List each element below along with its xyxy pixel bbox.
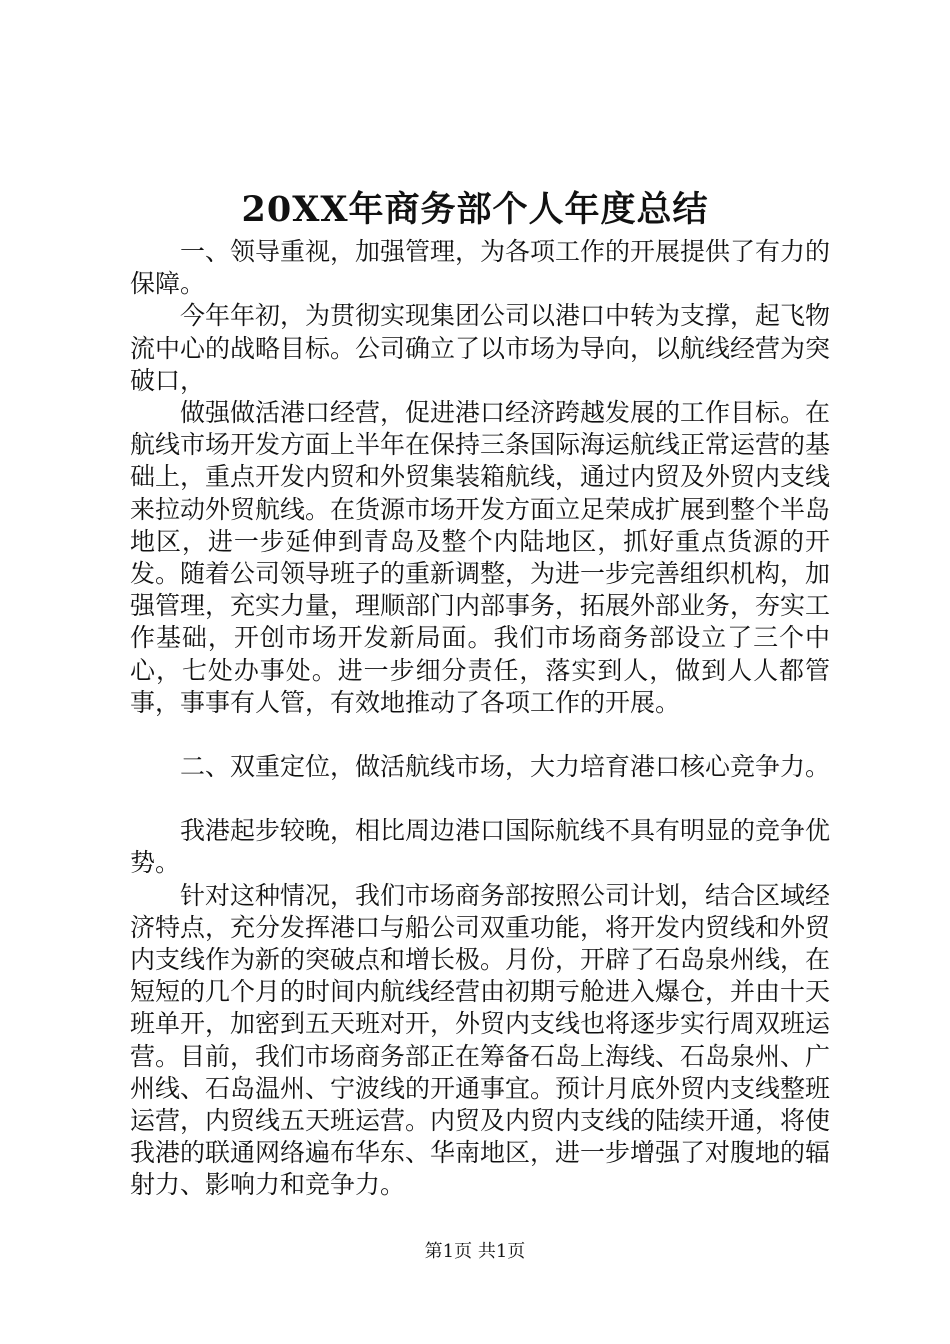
document-title: 20XX年商务部个人年度总结: [241, 189, 709, 230]
paragraph: 我港起步较晚，相比周边港口国际航线不具有明显的竞争优势。: [130, 816, 831, 878]
paragraph: 针对这种情况，我们市场商务部按照公司计划，结合区域经济特点，充分发挥港口与船公司双重功能，将开发内贸线和外贸内支线作为新的突破点和增长极。月份，开辟了石岛泉州线，在短短的几个月的时间内航线经营由初期亏舱进入爆仓，并由十天班单开，加密到五天班对开，外贸内支线也将逐步实行周双班运营。目前，我们市场商务部正在筹备石岛上海线、石岛泉州、广州线、石岛温州、宁波线的开通事宜。预计月底外贸内支线整班运营，内贸线五天班运营。内贸及内贸内支线的陆续开通，将使我港的联通网络遍布华东、华南地区，进一步增强了对腹地的辐射力、影响力和竞争力。: [130, 880, 831, 1200]
paragraph: 做强做活港口经营，促进港口经济跨越发展的工作目标。在航线市场开发方面上半年在保持三条国际海运航线正常运营的基础上，重点开发内贸和外贸集装箱航线，通过内贸及外贸内支线来拉动外贸航线。在货源市场开发方面立足荣成扩展到整个半岛地区，进一步延伸到青岛及整个内陆地区，抓好重点货源的开发。随着公司领导班子的重新调整，为进一步完善组织机构，加强管理，充实力量，理顺部门内部事务，拓展外部业务，夯实工作基础，开创市场开发新局面。我们市场商务部设立了三个中心，七处办事处。进一步细分责任，落实到人，做到人人都管事，事事有人管，有效地推动了各项工作的开展。: [130, 398, 831, 717]
paragraph-section-2-heading: 二、双重定位，做活航线市场，大力培育港口核心竞争力。: [180, 752, 831, 782]
document-body: [130, 236, 830, 1202]
page-footer: 第1页 共1页: [424, 1241, 526, 1262]
paragraph: 今年年初，为贯彻实现集团公司以港口中转为支撑，起飞物流中心的战略目标。公司确立了以市场为导向，以航线经营为突破口，: [130, 301, 831, 395]
paragraph-section-1-heading: 一、领导重视，加强管理，为各项工作的开展提供了有力的保障。: [130, 237, 831, 299]
